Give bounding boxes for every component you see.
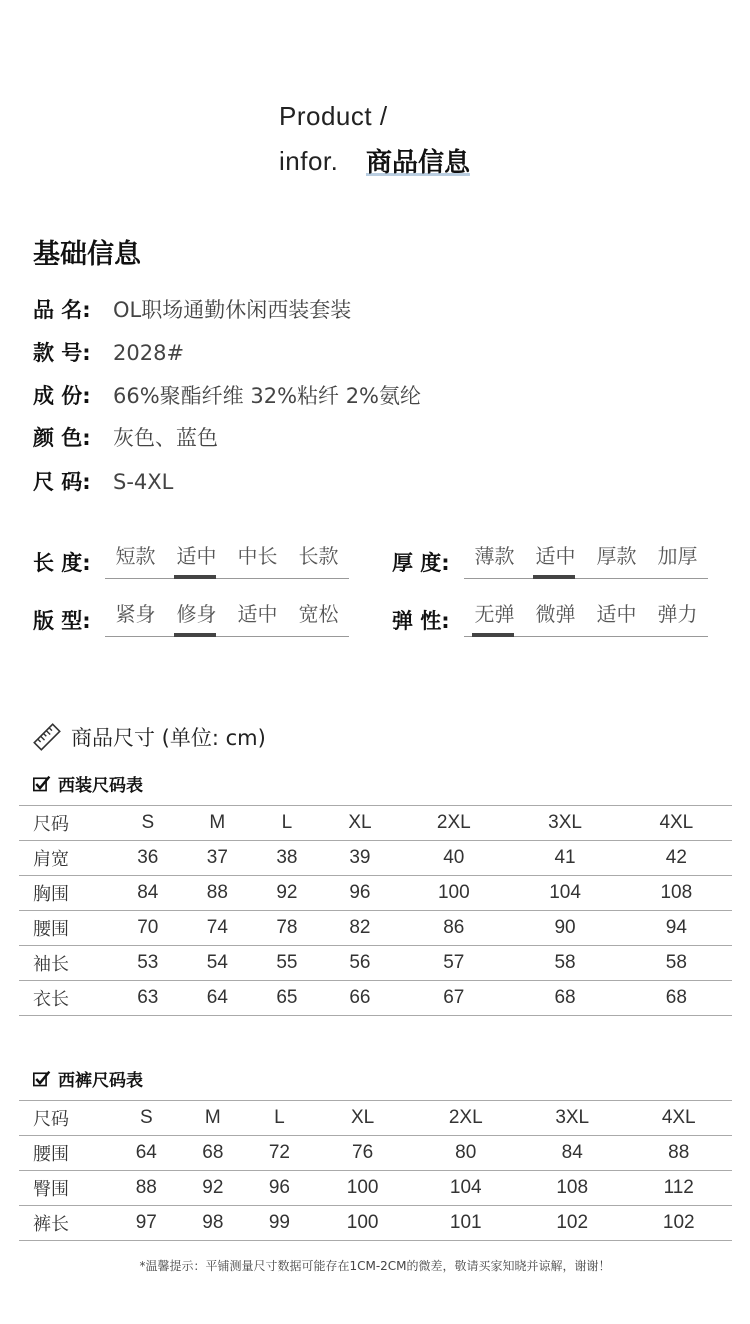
attr-options — [464, 600, 708, 637]
attr-options — [105, 542, 349, 579]
table-cell: 104 — [413, 1171, 519, 1206]
table-cell: 臀围 — [19, 1171, 113, 1206]
attr-option: 中长 — [237, 544, 278, 568]
attr-options — [464, 542, 708, 579]
attr-option-selected: 适中 — [166, 542, 227, 570]
table-row — [19, 946, 732, 981]
table-cell: 96 — [322, 876, 399, 911]
table-row — [19, 911, 732, 946]
attr-option: 宽松 — [298, 602, 339, 626]
attr-elasticity — [392, 599, 708, 637]
table-cell: 68 — [509, 981, 620, 1016]
table-cell: 80 — [413, 1136, 519, 1171]
attr-option: 薄款 — [474, 544, 515, 568]
info-label: 成 份: — [33, 384, 91, 408]
table-cell: 40 — [398, 841, 509, 876]
attr-length — [33, 541, 349, 579]
ruler-icon — [33, 723, 61, 751]
table-cell: 94 — [621, 911, 732, 946]
table-cell: 55 — [252, 946, 322, 981]
table-cell: 108 — [519, 1171, 625, 1206]
attr-option-selected: 修身 — [166, 600, 227, 628]
size-section-title — [33, 722, 266, 752]
table-cell: 裤长 — [19, 1206, 113, 1241]
attr-option: 短款 — [115, 544, 156, 568]
footnote: *温馨提示：平铺测量尺寸数据可能存在1CM-2CM的微差，敬请买家知晓并谅解，谢谢！ — [139, 1259, 611, 1273]
table-cell: 尺码 — [19, 806, 113, 841]
info-value: OL职场通勤休闲西装套装 — [113, 298, 352, 322]
table-cell: 64 — [113, 1136, 180, 1171]
table-cell: 78 — [252, 911, 322, 946]
header-cn-wrap — [366, 142, 470, 176]
table-cell: 58 — [621, 946, 732, 981]
table-cell: 53 — [113, 946, 183, 981]
table-cell: 3XL — [519, 1101, 625, 1136]
attr-label: 版 型: — [33, 609, 91, 633]
table-cell: 99 — [246, 1206, 313, 1241]
table-cell: 82 — [322, 911, 399, 946]
table-cell: 70 — [113, 911, 183, 946]
table-cell: XL — [313, 1101, 413, 1136]
size-title-text: 商品尺寸 (单位: cm) — [71, 726, 266, 750]
attr-options — [105, 600, 349, 637]
table-cell: 100 — [398, 876, 509, 911]
page-title: 商品信息 — [366, 148, 471, 178]
table-row — [19, 1171, 732, 1206]
table-cell: 76 — [313, 1136, 413, 1171]
table-cell: 63 — [113, 981, 183, 1016]
header-en-line1: Product / — [279, 101, 388, 131]
table-cell: 88 — [625, 1136, 732, 1171]
table-cell: 36 — [113, 841, 183, 876]
table-cell: 68 — [180, 1136, 247, 1171]
attr-option: 紧身 — [115, 602, 156, 626]
table-cell: XL — [322, 806, 399, 841]
table-cell: 72 — [246, 1136, 313, 1171]
suit-size-table — [19, 805, 732, 1016]
table-cell: 肩宽 — [19, 841, 113, 876]
table-cell: 57 — [398, 946, 509, 981]
table-cell: 108 — [621, 876, 732, 911]
pants-size-table — [19, 1100, 732, 1241]
attr-label: 厚 度: — [392, 551, 450, 575]
table-cell: 袖长 — [19, 946, 113, 981]
table-cell: 68 — [621, 981, 732, 1016]
attr-option: 适中 — [237, 602, 278, 626]
suit-table-title-text: 西装尺码表 — [58, 776, 143, 796]
table-cell: 66 — [322, 981, 399, 1016]
table-cell: 92 — [180, 1171, 247, 1206]
table-header-row — [19, 1101, 732, 1136]
table-row — [19, 876, 732, 911]
attr-fit — [33, 599, 349, 637]
info-label: 颜 色: — [33, 426, 91, 450]
table-row — [19, 1206, 732, 1241]
table-cell: 39 — [322, 841, 399, 876]
table-cell: 56 — [322, 946, 399, 981]
header-en-line2: infor. — [279, 146, 339, 176]
info-value: 2028# — [113, 341, 185, 365]
table-cell: 42 — [621, 841, 732, 876]
attr-label: 长 度: — [33, 551, 91, 575]
table-cell: 90 — [509, 911, 620, 946]
table-cell: 64 — [183, 981, 253, 1016]
info-row-name — [33, 294, 351, 324]
attr-thickness — [392, 541, 708, 579]
table-cell: 4XL — [625, 1101, 732, 1136]
table-cell: 腰围 — [19, 911, 113, 946]
table-cell: 67 — [398, 981, 509, 1016]
table-cell: M — [180, 1101, 247, 1136]
pants-table-title-text: 西裤尺码表 — [58, 1071, 143, 1091]
attr-label: 弹 性: — [392, 609, 450, 633]
table-cell: 腰围 — [19, 1136, 113, 1171]
info-value: 灰色、蓝色 — [113, 426, 218, 450]
table-cell: 38 — [252, 841, 322, 876]
table-cell: 3XL — [509, 806, 620, 841]
info-row-size — [33, 466, 173, 496]
checkbox-icon — [33, 775, 51, 793]
table-cell: 74 — [183, 911, 253, 946]
table-cell: 37 — [183, 841, 253, 876]
table-cell: 胸围 — [19, 876, 113, 911]
info-row-color — [33, 422, 218, 452]
table-cell: 84 — [519, 1136, 625, 1171]
table-cell: S — [113, 1101, 180, 1136]
table-cell: 尺码 — [19, 1101, 113, 1136]
attr-option: 弹力 — [657, 602, 698, 626]
table-cell: 2XL — [398, 806, 509, 841]
attr-option: 微弹 — [535, 602, 576, 626]
table-cell: 54 — [183, 946, 253, 981]
attr-option-selected: 无弹 — [464, 600, 525, 628]
pants-table-title — [33, 1066, 143, 1091]
table-cell: 112 — [625, 1171, 732, 1206]
table-cell: 102 — [625, 1206, 732, 1241]
suit-table-title — [33, 771, 143, 796]
table-cell: 65 — [252, 981, 322, 1016]
attr-option: 厚款 — [596, 544, 637, 568]
table-cell: 2XL — [413, 1101, 519, 1136]
table-cell: 41 — [509, 841, 620, 876]
table-row — [19, 841, 732, 876]
table-row — [19, 1136, 732, 1171]
info-row-material — [33, 380, 421, 410]
table-cell: 104 — [509, 876, 620, 911]
checkbox-icon — [33, 1070, 51, 1088]
attr-option-selected: 适中 — [525, 542, 586, 570]
table-cell: 88 — [183, 876, 253, 911]
table-cell: 96 — [246, 1171, 313, 1206]
attr-option: 长款 — [298, 544, 339, 568]
table-cell: 84 — [113, 876, 183, 911]
table-cell: 58 — [509, 946, 620, 981]
basic-info-title: 基础信息 — [33, 239, 141, 270]
table-cell: L — [252, 806, 322, 841]
info-label: 款 号: — [33, 341, 91, 365]
table-cell: 98 — [180, 1206, 247, 1241]
table-cell: 97 — [113, 1206, 180, 1241]
info-label: 品 名: — [33, 298, 91, 322]
table-cell: 4XL — [621, 806, 732, 841]
table-header-row — [19, 806, 732, 841]
info-row-style-no — [33, 337, 184, 367]
table-cell: 92 — [252, 876, 322, 911]
table-cell: 102 — [519, 1206, 625, 1241]
attr-option: 加厚 — [657, 544, 698, 568]
table-cell: M — [183, 806, 253, 841]
info-value: S-4XL — [113, 470, 174, 494]
info-label: 尺 码: — [33, 470, 91, 494]
table-cell: 86 — [398, 911, 509, 946]
table-cell: S — [113, 806, 183, 841]
table-cell: 101 — [413, 1206, 519, 1241]
table-cell: 100 — [313, 1171, 413, 1206]
info-value: 66%聚酯纤维 32%粘纤 2%氨纶 — [113, 384, 422, 408]
table-cell: 100 — [313, 1206, 413, 1241]
table-cell: 88 — [113, 1171, 180, 1206]
table-cell: 衣长 — [19, 981, 113, 1016]
attr-option: 适中 — [596, 602, 637, 626]
table-cell: L — [246, 1101, 313, 1136]
table-row — [19, 981, 732, 1016]
